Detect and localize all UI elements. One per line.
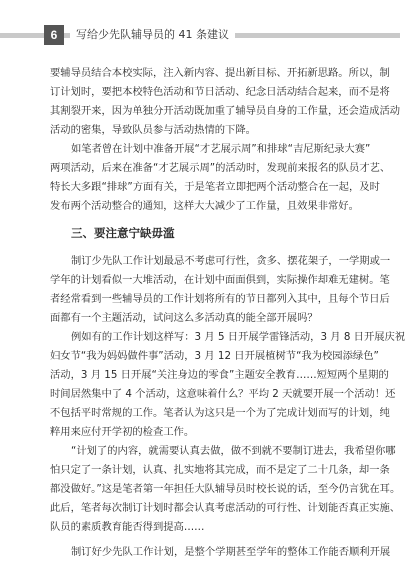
text-line: 要辅导员结合本校实际，注入新内容、提出新目标、开拓新思路。所以，制 — [50, 67, 390, 79]
text-line: 怕只定了一条计划，认真、扎实地将其完成，而不是定了二十几条，却一条 — [50, 464, 390, 476]
section-heading: 三、要注意宁缺毋滥 — [71, 226, 175, 240]
text-line: 特长大多跟“排球”方面有关，于是笔者立即把两个活动整合在一起，及时 — [50, 181, 380, 193]
text-line: 队员的素质教育能否得到提高…… — [50, 521, 205, 533]
text-line: 面都有一个主题活动，试问这么多活动真的能全部开展吗？ — [50, 312, 318, 324]
text-line: 活动，3 月 15 日开展“关注身边的零食”主题安全教育……短短两个星期的 — [50, 369, 389, 381]
text-line: 时间居然集中了 4 个活动，这意味着什么？平均 2 天就要开展一个活动！还 — [50, 388, 396, 400]
text-line: 活动的密集，导致队员参与活动热情的下降。 — [50, 124, 256, 136]
text-line: 粹用来应付开学初的检查工作。 — [50, 426, 195, 438]
text-line: 发布两个活动整合的通知，这样大大减少了工作量，且效果非常好。 — [50, 200, 359, 212]
text-line: 其割裂开来，因为单独分开活动既加重了辅导员自身的工作量，还会造成活动 — [50, 105, 401, 117]
body-text — [50, 64, 405, 562]
text-line: 制订好少先队工作计划，是整个学期甚至学年的整体工作能否顺利开展 — [71, 546, 391, 558]
text-line: 例如有的工作计划这样写：3 月 5 日开展学雷锋活动，3 月 8 日开展庆祝 — [71, 331, 405, 343]
text-line: 学年的计划看似一大堆活动，在计划中面面俱到，实际操作却难无建树。笔 — [50, 274, 390, 286]
text-line: 制订少先队工作计划最忌不考虑可行性，贪多、摆花架子，一学期或一 — [71, 255, 391, 267]
text-line: “计划了的内容，就需要认真去做，做不到就不要制订进去，我希望你哪 — [71, 445, 396, 457]
text-line: 两项活动，后来在准备“才艺展示周”的活动时，发现前来报名的队员才艺、 — [50, 162, 391, 174]
page-number: 6 — [44, 25, 64, 45]
text-line: 不包括平时常规的工作。笔者认为这只是一个为了完成计划而写的计划，纯 — [50, 407, 390, 419]
page-header — [0, 24, 400, 46]
text-line: 如笔者曾在计划中准备开展“才艺展示周”和排球“吉尼斯纪录大赛” — [71, 143, 371, 155]
text-line: 妇女节“我为妈妈做件事”活动，3 月 12 日开展植树节“我为校园添绿色” — [50, 350, 379, 362]
text-line: 者经常看到一些辅导员的工作计划将所有的节日都列入其中，且每个节日后 — [50, 293, 390, 305]
running-title: 写给少先队辅导员的 41 条建议 — [70, 27, 235, 43]
text-line: 都没做好。”这是笔者第一年担任大队辅导员时校长说的话，至今仍言犹在耳。 — [50, 483, 401, 495]
text-line: 订计划时，要把本校特色活动和节日活动、纪念日活动结合起来，而不是将 — [50, 86, 390, 98]
text-line: 此后，笔者每次制订计划时都会认真考虑活动的可行性、计划能否真正实施、 — [50, 502, 401, 514]
